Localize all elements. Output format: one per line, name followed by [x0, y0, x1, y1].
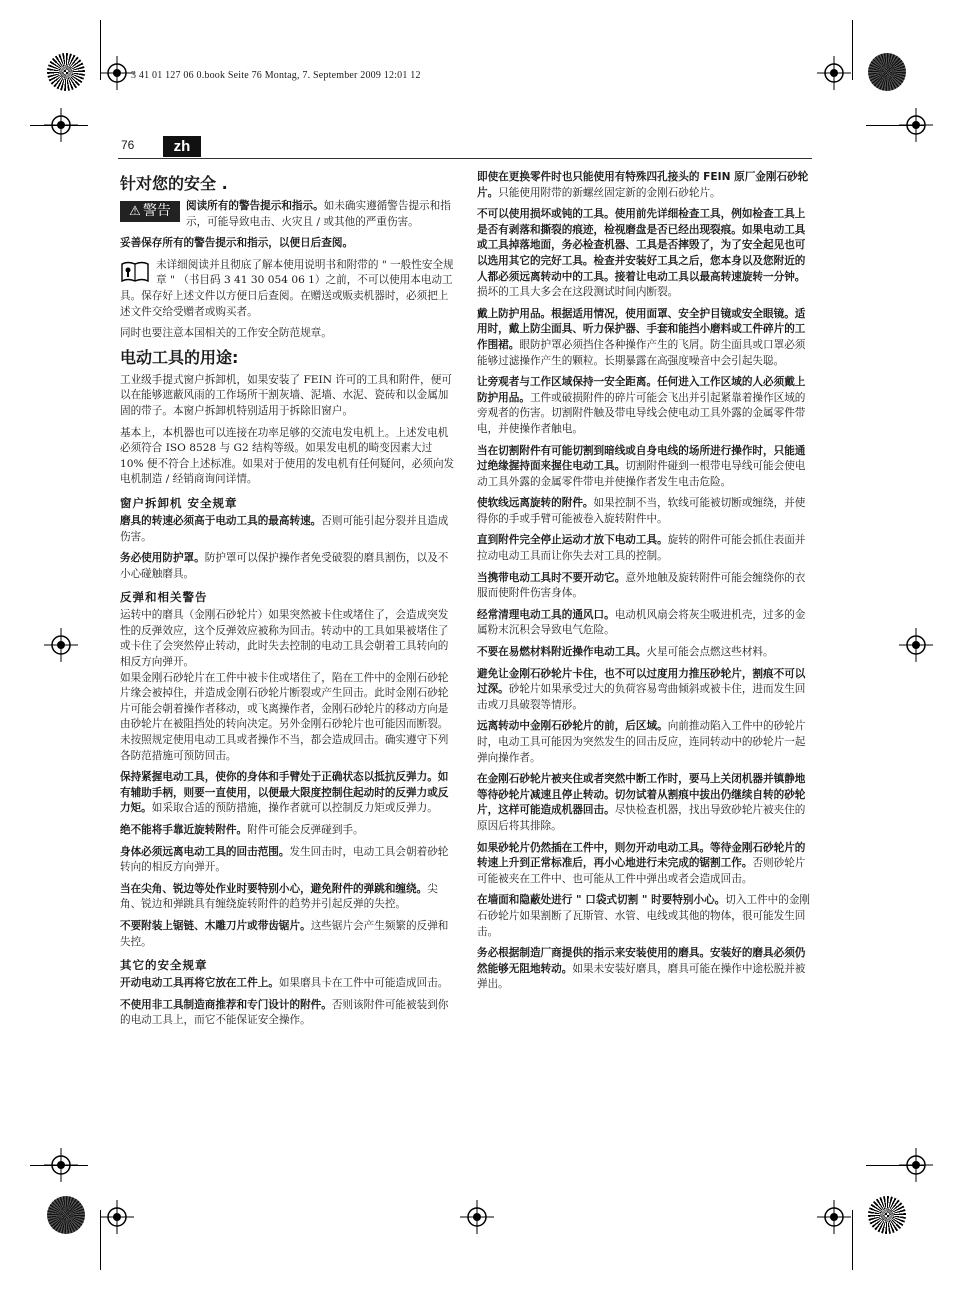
bold-lead: 当在切割附件有可能切割到暗线或自身电线的场所进行操作时，只能通过绝缘握持面来握住电动工具。 — [477, 444, 806, 473]
body-text: 尖角、锐边和弹跳具有缠绕旋转附件的趋势并引起反弹的失控。 — [120, 882, 438, 911]
registration-crosshair-icon — [100, 1200, 134, 1234]
bold-lead: 不可以使用损坏或钝的工具。使用前先详细检查工具，例如检查工具上是否有剥落和撕裂的痕迹，检视磨盘是否已经出现裂痕。如果电动工具或工具掉落地面，务必检查机器、工具是否摔毁了，为了安全起见也可以选用其它的完好工具。检查并安装好工具之后，您本身以及您附近的人都必须远离转动中的工具。接着让电动工具以最高转速旋转一分钟。 — [477, 208, 806, 283]
body-text: 否则该附件可能被装到你的电动工具上，而它不能保证安全操作。 — [120, 998, 449, 1027]
bold-lead: 戴上防护用品。根据适用情况，使用面罩、安全护目镜或安全眼镜。适用时，戴上防尘面具、听力保护器、手套和能挡小磨料或工件碎片的工作围裙。 — [477, 307, 806, 351]
paragraph — [477, 772, 812, 834]
body-text: 旋转的附件可能会抓住表面并拉动电动工具而让你失去对工具的控制。 — [477, 534, 806, 563]
registration-crosshair-icon — [899, 1148, 933, 1182]
paragraph — [120, 514, 457, 545]
bold-lead: 当在尖角、锐边等处作业时要特别小心，避免附件的弹跳和缠绕。 — [120, 882, 428, 895]
paragraph — [120, 770, 457, 817]
paragraph — [120, 823, 457, 839]
body-text: 如果磨具卡在工件中可能造成回击。 — [278, 977, 449, 990]
registration-crosshair-icon — [100, 56, 134, 90]
registration-crosshair-icon — [817, 56, 851, 90]
paragraph — [477, 608, 812, 639]
subsection-title: 其它的安全规章 — [120, 958, 208, 973]
bold-lead: 不使用非工具制造商推荐和专门设计的附件。 — [120, 998, 332, 1011]
paragraph — [120, 976, 457, 992]
bold-lead: 如果砂轮片仍然插在工件中，则勿开动电动工具。等待金刚石砂轮片的转速上升到正常标准后，再小心地进行未完成的锯割工作。 — [477, 841, 806, 870]
body-text: 火星可能会点燃这些材料。 — [646, 646, 774, 659]
registration-crosshair-icon — [460, 1200, 494, 1234]
bold-lead: 经常清理电动工具的通风口。 — [477, 608, 615, 621]
header-rule — [118, 158, 812, 159]
body-text: 如采取合适的预防措施，操作者就可以控制反力矩或反弹力。 — [151, 802, 438, 815]
paragraph — [477, 667, 812, 714]
bold-lead: 直到附件完全停止运动才放下电动工具。 — [477, 534, 668, 547]
paragraph — [120, 882, 457, 913]
read-manual-icon — [120, 260, 150, 284]
bold-lead: 当携带电动工具时不要开动它。 — [477, 571, 626, 584]
crop-line — [852, 1210, 853, 1270]
paragraph — [120, 919, 457, 950]
paragraph: 运转中的磨具（金刚石砂轮片）如果突然被卡住或堵住了，会造成突发性的反弹效应，这个反弹效应被称为回击。转动中的工具如果被堵住了或卡住了会突然停止转动，此时失去控制的电动工具会朝着工具转向的相反方向弹开。 — [120, 609, 449, 669]
paragraph — [120, 998, 457, 1029]
paragraph: 基本上，本机器也可以连接在功率足够的交流电发电机上。上述发电机必须符合 ISO 8528 与 G2 结构等级。如果发电机的畸变因素大过 10% 便不符合上述标准。如果对于使用的发电机有任何疑问，必须向发电机制造 / 经销商询问详情。 — [120, 426, 455, 486]
body-text: 眼防护罩必须挡住各种操作产生的飞屑。防尘面具或口罩必须能够过滤操作产生的颗粒。长期暴露在高强度噪音中会引起失聪。 — [477, 338, 806, 367]
left-column — [120, 170, 457, 1035]
body-text: 如未确实遵循警告提示和指示，可能导致电击、火灾且 / 或其他的严重伤害。 — [186, 200, 451, 228]
registration-crosshair-icon — [44, 108, 78, 142]
body-text: 切割附件碰到一根带电导线可能会使电动工具外露的金属零件带电并使操作者发生电击危险。 — [477, 460, 806, 488]
color-target-icon — [47, 53, 85, 91]
body-text: 如果控制不当，软线可能被切断或缠绕，并使得你的手或手臂可能被卷入旋转附件中。 — [477, 497, 806, 525]
body-text: 尽快检查机器，找出导致砂轮片被夹住的原因后将其排除。 — [477, 804, 806, 832]
paragraph — [477, 841, 812, 888]
file-info-line: 3 41 01 127 06 0.book Seite 76 Montag, 7. September 2009 12:01 12 — [131, 70, 421, 81]
registration-crosshair-icon — [44, 1148, 78, 1182]
paragraph — [477, 533, 812, 564]
body-text: 砂轮片如果承受过大的负荷容易弯曲倾斜或被卡住，进而发生回击或刀具破裂等情形。 — [477, 683, 806, 711]
paragraph — [477, 946, 812, 993]
bold-paragraph: 妥善保存所有的警告提示和指示，以便日后查阅。 — [120, 237, 354, 250]
paragraph — [477, 719, 812, 766]
registration-crosshair-icon — [44, 628, 78, 662]
body-text: 防护罩可以保护操作者免受破裂的磨具割伤，以及不小心碰触磨具。 — [120, 552, 449, 580]
paragraph: 未按照规定使用电动工具或者操作不当，都会造成回击。确实遵守下列各防范措施可预防回击。 — [120, 734, 449, 762]
bold-lead: 不要附装上锯链、木雕刀片或带齿锯片。 — [120, 919, 311, 932]
body-text: 向前推动陷入工件中的砂轮片时，电动工具可能因为突然发生的回击反应，连同转动中的砂轮片一起弹向操作者。 — [477, 720, 806, 764]
paragraph — [477, 307, 812, 369]
registration-crosshair-icon — [899, 628, 933, 662]
color-target-icon — [47, 1196, 85, 1234]
paragraph — [477, 496, 812, 527]
body-text: 发生回击时，电动工具会朝着砂轮转向的相反方向弹开。 — [120, 845, 449, 874]
section-title-safety: 针对您的安全 . — [120, 174, 228, 193]
paragraph: 同时也要注意本国相关的工作安全防范规章。 — [120, 327, 332, 340]
section-title-use: 电动工具的用途: — [120, 347, 239, 367]
body-text: 损坏的工具大多会在这段测试时间内断裂。 — [477, 286, 679, 299]
paragraph — [477, 571, 812, 602]
warning-badge — [120, 201, 180, 222]
subsection-title: 反弹和相关警告 — [120, 590, 208, 605]
bold-lead: 在金刚石砂轮片被夹住或者突然中断工作时，要马上关闭机器并镇静地等待砂轮片减速且停止转动。切勿试着从割痕中拔出仍继续自转的砂轮片，这样可能造成机器回击。 — [477, 773, 806, 817]
paragraph — [477, 207, 812, 301]
warning-triangle-icon: ⚠ — [129, 203, 141, 219]
bold-lead: 使软线远离旋转的附件。 — [477, 497, 594, 510]
bold-lead: 保持紧握电动工具，使你的身体和手臂处于正确状态以抵抗反弹力。如有辅助手柄，则要一直使用，以便最大限度控制住起动时的反弹力或反力矩。 — [120, 771, 449, 815]
body-text: 只能使用附带的新螺丝固定新的金刚石砂轮片。 — [498, 186, 721, 199]
paragraph — [477, 170, 812, 201]
paragraph — [120, 845, 457, 876]
bold-lead: 务必使用防护罩。 — [120, 552, 205, 565]
bold-lead: 不要在易燃材料附近操作电动工具。 — [477, 646, 647, 659]
bold-lead: 绝不能将手靠近旋转附件。 — [120, 824, 248, 836]
right-column — [477, 170, 812, 999]
paragraph — [120, 551, 457, 582]
body-text: 否则砂轮片可能被夹在工件中、也可能从工件中弹出或者会造成回击。 — [477, 857, 806, 885]
color-target-icon — [868, 1196, 906, 1234]
bold-lead: 在墙面和隐蔽处进行 " 口袋式切割 " 时要特别小心。 — [477, 894, 726, 907]
bold-lead: 远离转动中金刚石砂轮片的前，后区域。 — [477, 720, 668, 733]
paragraph — [477, 645, 812, 661]
page-number: 76 — [121, 138, 135, 152]
paragraph — [477, 893, 812, 940]
body-text: 否则可能引起分裂并且造成伤害。 — [120, 514, 449, 543]
bold-lead: 磨具的转速必须高于电动工具的最高转速。 — [120, 514, 322, 527]
paragraph — [120, 199, 457, 230]
warning-label: 警告 — [142, 202, 171, 219]
color-target-icon — [868, 53, 906, 91]
bold-lead: 阅读所有的警告提示和指示。 — [186, 200, 324, 212]
registration-crosshair-icon — [899, 108, 933, 142]
body-text: 附件可能会反弹碰到手。 — [247, 824, 364, 836]
language-badge: zh — [163, 136, 201, 157]
paragraph: 工业级手提式窗户拆卸机，如果安装了 FEIN 许可的工具和附件，便可以在能够遮蔽风雨的工作场所干割灰墙、泥墙、水泥、瓷砖和以金属加固的带子。本窗户拆卸机特别适用于拆除旧窗户。 — [120, 373, 452, 417]
body-text: 切入工件中的金刚石砂轮片如果割断了瓦斯管、水管、电线或其他的物体，很可能发生回击。 — [477, 894, 811, 938]
body-text: 如果未安装好磨具，磨具可能在操作中途松脱并被弹出。 — [477, 962, 806, 991]
bold-lead: 避免让金刚石砂轮片卡住，也不可以过度用力推压砂轮片，割痕不可以过深。 — [477, 667, 806, 696]
paragraph — [477, 375, 812, 437]
body-text: 意外地触及旋转附件可能会缠绕你的衣服而使附件伤害身体。 — [477, 571, 806, 600]
body-text: 未详细阅读并且彻底了解本使用说明书和附带的 " 一般性安全规章 " （书目码 3 41 30 054 06 1）之前，不可以使用本电动工具。保存好上述文件以方便日后查阅。在赠送或贩卖机器时，必须把上述文件交给受赠者或购买者。 — [120, 258, 454, 318]
paragraph — [120, 258, 457, 320]
bold-lead: 让旁观者与工作区域保持一安全距离。任何进入工作区域的人必须戴上防护用品。 — [477, 376, 806, 404]
bold-lead: 身体必须远离电动工具的回击范围。 — [120, 845, 290, 858]
registration-crosshair-icon — [817, 1200, 851, 1234]
body-text: 电动机风扇会将灰尘吸进机壳，过多的金属粉末沉积会导致电气危险。 — [477, 608, 806, 637]
subsection-title: 窗户拆卸机 安全规章 — [120, 495, 238, 510]
bold-lead: 开动电动工具再将它放在工件上。 — [120, 977, 279, 990]
paragraph: 如果金刚石砂轮片在工件中被卡住或堵住了，陷在工件中的金刚石砂轮片缘会被掉住，并造成金刚石砂轮片断裂或产生回击。此时金刚石砂轮片可能会朝着操作者移动，或飞离操作者，金刚石砂轮片的移动方向是由砂轮片在被阻挡处的转向决定。另外金刚石砂轮片也可能因而断裂。 — [120, 671, 449, 731]
body-text: 这些锯片会产生频繁的反弹和失控。 — [120, 919, 449, 948]
bold-lead: 务必根据制造厂商提供的指示来安装使用的磨具。安装好的磨具必须仍然能够无阻地转动。 — [477, 947, 806, 975]
crop-line — [852, 20, 853, 80]
body-text: 工件或破损附件的碎片可能会飞出并引起紧靠着操作区域的旁观者的伤害。切割附件触及带电导线会使电动工具外露的金属零件带电，并使操作者触电。 — [477, 391, 806, 435]
bold-lead: 即使在更换零件时也只能使用有特殊四孔接头的 FEIN 原厂金刚石砂轮片。 — [477, 171, 809, 199]
paragraph — [477, 444, 812, 491]
